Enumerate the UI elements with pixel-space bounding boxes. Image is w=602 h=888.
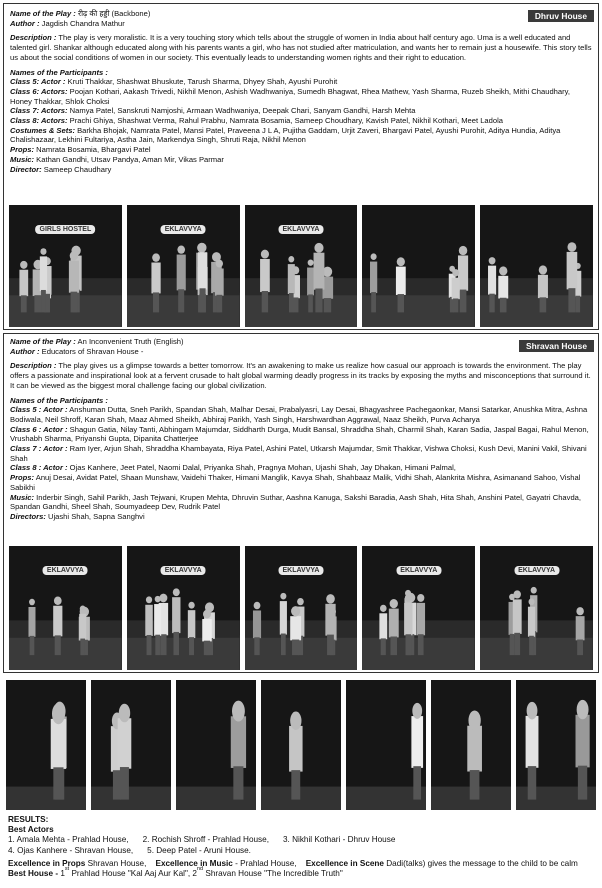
play-name: रीढ़ की हड्डी (Backbone) [77, 9, 151, 18]
participant-line [10, 106, 592, 116]
stage-photo [127, 546, 240, 670]
first-sup: st [64, 866, 70, 873]
participant-role: Class 7 : Actor : [10, 444, 68, 454]
second-num: 2 [192, 869, 197, 879]
participant-names: Namrata Bosamia, Bhargavi Patel [34, 145, 151, 155]
participant-names: Barkha Bhojak, Namrata Patel, Mansi Patel, Praveena J L A, Pujitha Gaddam, Urjit Zaveri, Bhargavi Patel, Ayushi Purohit, Aditya Hundia, Aditya Chalishazaar, Lekhini Fultariya, Astha Jain, Markendya Singh, Shruti Raja, Nikhil Menon [10, 125, 561, 145]
stage-photo [431, 680, 511, 810]
author-label: Author : [10, 346, 40, 356]
best-house-label: Best House - [8, 869, 59, 879]
participant-names: Poojan Kothari, Aakash Trivedi, Nikhil Menon, Ashish Wadhwaniya, Sumedh Bhagwat, Rhea Mathew, Yash Sharma, Ruzeb Sheikh, Mithi Chaudhary, Honey Thakkar, Shlok Choksi [10, 86, 570, 106]
participant-names: Anshuman Dutta, Sneh Parikh, Spandan Shah, Malhar Desai, Prabalyasri, Lay Desai, Bhagyashree Pachegaonkar, Mansi Satarkar, Anushka Mitra, Ashna Bodiwala, Neil Shroff, Karan Shah, Maaz Ahmed Sheikh, Abhiraj Parikh, Yash Singh, Harshwardhan Aggrawal, Naaz Sheikh, Purva Acharya [10, 405, 588, 424]
participants-list [10, 405, 592, 521]
backdrop-sign: EKLAVVYA [514, 566, 559, 575]
play-details [10, 9, 592, 174]
participant-role: Director: [10, 164, 42, 174]
author-name: Jagdish Chandra Mathur [41, 18, 125, 28]
stage-photo [91, 680, 171, 810]
participant-role: Class 5: Actor : [10, 77, 66, 87]
stage-photo [516, 680, 596, 810]
description-label: Description : [10, 33, 57, 43]
backdrop-sign: GIRLS HOSTEL [36, 225, 96, 234]
dhruv-house-section [3, 3, 599, 330]
props-value: Shravan House, [87, 858, 147, 868]
second-place [192, 866, 343, 879]
participant-line [10, 87, 592, 106]
participant-line [10, 77, 592, 87]
participant-names: Namya Patel, Sanskruti Namjoshi, Armaan Wadhwaniya, Deepak Chari, Sanyam Gandhi, Harsh Mehta [67, 106, 416, 116]
best-actors-heading: Best Actors [8, 825, 54, 835]
best-actors-row [8, 835, 596, 845]
first-num: 1 [60, 869, 65, 879]
participant-role: Class 6: Actors: [10, 86, 68, 96]
participant-role: Costumes & Sets: [10, 125, 75, 135]
participant-line [10, 126, 592, 145]
participant-names: Ujashi Shah, Sapna Sanghvi [45, 511, 145, 521]
participant-names: Ram Iyer, Arjun Shah, Shraddha Khambayata, Riya Patel, Ashini Patel, Utkarsh Majumdar, Smit Thakkar, Vishwa Choksi, Kush Devi, Manini Vakil, Shivani Shah [10, 444, 587, 463]
participant-role: Class 8 : Actor : [10, 463, 68, 473]
participant-names: Kathan Gandhi, Utsav Pandya, Aman Mir, Vikas Parmar [34, 154, 224, 164]
winners-section [3, 676, 599, 812]
props-label: Excellence in Props [8, 858, 86, 868]
stage-photo [127, 205, 240, 327]
participant-role: Class 8: Actors: [10, 116, 68, 126]
participant-role: Music: [10, 154, 35, 164]
backdrop-sign: EKLAVVYA [161, 566, 206, 575]
stage-photo [362, 546, 475, 670]
participant-role: Music: [10, 492, 35, 502]
winners-photo-strip [6, 680, 596, 810]
description-text: The play is very moralistic. It is a very touching story which tells about the struggle of women in India about half century ago. Uma is a well educated and talented girl. Shankar although educated along with his parents wants a girl, who has not studied after matriculation, and wants her to remain just a housewife. This story tells us about the social conditions of women in our society. This eventually leads to understanding women rights and their right to education. [10, 33, 592, 62]
play-name: An Inconvenient Truth (English) [77, 337, 184, 346]
music-value: - Prahlad House, [235, 858, 297, 868]
participant-names: Ojas Kanhere, Jeet Patel, Naomi Dalal, Priyanka Shah, Pragnya Mohan, Ujashi Shah, Jay Dhakan, Himani Palmal, [67, 463, 456, 473]
shravan-house-section [3, 333, 599, 673]
participant-line [10, 116, 592, 126]
author-label: Author : [10, 18, 40, 28]
stage-photo [346, 680, 426, 810]
house-badge: Shravan House [519, 340, 594, 352]
stage-photo [6, 680, 86, 810]
stage-photo [480, 205, 593, 327]
participant-names: Kruti Thakkar, Shashwat Bhuskute, Tarush Sharma, Dhyey Shah, Ayushi Purohit [65, 77, 338, 87]
participant-role: Class 5 : Actor : [10, 405, 68, 415]
participant-line [10, 405, 592, 424]
backdrop-sign: EKLAVVYA [279, 225, 324, 234]
best-actor-entry: 1. Amala Mehta - Prahlad House, [8, 835, 129, 845]
participant-line [10, 145, 592, 155]
stage-photo [480, 546, 593, 670]
participant-line [10, 165, 592, 175]
participant-names: Prachi Ghiya, Shashwat Verma, Rahul Prabhu, Namrata Bosamia, Sameep Choudhary, Kavish Patel, Nikhil Kothari, Meet Ladola [67, 116, 504, 126]
description-text: The play gives us a glimpse towards a better tomorrow. It's an awakening to make us realize how casual our approach is towards the environment. The play offers a passionate and inspirational look at a fervent crusade to halt global warming deadly progress in its tracks by exposing the myths and misconceptions that surround it. It can be viewed as the biggest moral challenge facing our global civilization. [10, 361, 591, 390]
best-actor-entry: 5. Deep Patel - Aruni House. [147, 845, 251, 855]
shravan-photo-strip [9, 546, 593, 670]
participant-line [10, 463, 592, 473]
play-label: Name of the Play : [10, 9, 76, 18]
stage-photo [9, 546, 122, 670]
first-place [60, 866, 191, 879]
participant-role: Props: [10, 473, 35, 483]
participant-line [10, 512, 592, 522]
results-block [8, 815, 596, 879]
play-label: Name of the Play : [10, 337, 76, 346]
backdrop-sign: EKLAVVYA [161, 225, 206, 234]
participants-list [10, 77, 592, 174]
participant-line [10, 444, 592, 463]
scene-label: Excellence in Scene [305, 858, 384, 868]
backdrop-sign: EKLAVVYA [396, 566, 441, 575]
stage-photo [362, 205, 475, 327]
participant-role: Class 6 : Actor : [10, 424, 68, 434]
participant-names: Inderbir Singh, Sahil Parikh, Jash Tejwani, Krupen Mehta, Dhruvin Suthar, Aashna Kanuga, Sakshi Baradia, Aash Shah, Hita Shah, Anshini Patel, Gayatri Chavda, Spandan Gandhi, Sheel Shah, Soumyadeep Dev, Rudrik Patel [10, 492, 581, 512]
scene-value: Dadi(talks) gives the message to the child to be calm [386, 858, 578, 868]
second-text: Shravan House "The Incredible Truth" [205, 869, 343, 879]
participant-line [10, 155, 592, 165]
description-label: Description : [10, 361, 57, 371]
play-details [10, 337, 592, 522]
stage-photo [245, 205, 358, 327]
participant-names: Sameep Chaudhary [41, 164, 112, 174]
participant-names: Anuj Desai, Avidat Patel, Shaan Munshaw, Vaidehi Thaker, Himani Manglik, Kavya Shah, Shahbaaz Malik, Vidhi Shah, Alankrita Mishra, Asimanand Sahoo, Vishal Sabikhi [10, 473, 581, 492]
backdrop-sign: EKLAVVYA [43, 566, 88, 575]
first-text: Prahlad House "Kal Aaj Aur Kal", [71, 869, 191, 879]
stage-photo [245, 546, 358, 670]
stage-photo [261, 680, 341, 810]
participants-heading: Names of the Participants : [10, 395, 108, 405]
results-heading: RESULTS: [8, 815, 49, 824]
best-actors-row [8, 846, 596, 856]
participant-role: Props: [10, 145, 35, 155]
best-actor-entry: 3. Nikhil Kothari - Dhruv House [282, 835, 396, 845]
participant-role: Class 7: Actors: [10, 106, 68, 116]
best-actor-entry: 4. Ojas Kanhere - Shravan House, [8, 845, 134, 855]
participants-heading: Names of the Participants : [10, 67, 108, 77]
best-actor-entry: 2. Rochish Shroff - Prahlad House, [142, 835, 269, 845]
author-name: Educators of Shravan House - [41, 346, 144, 356]
music-label: Excellence in Music [155, 858, 233, 868]
second-sup: nd [196, 866, 204, 873]
stage-photo [9, 205, 122, 327]
stage-photo [176, 680, 256, 810]
participant-role: Directors: [10, 511, 46, 521]
participant-line [10, 425, 592, 444]
backdrop-sign: EKLAVVYA [279, 566, 324, 575]
participant-line [10, 493, 592, 512]
participant-line [10, 473, 592, 492]
dhruv-photo-strip [9, 205, 593, 327]
house-badge: Dhruv House [528, 10, 594, 22]
participant-names: Shagun Gatia, Nilay Tanti, Abhingam Majumdar, Siddharth Durga, Mudit Bansal, Shraddha Shah, Charmil Shah, Karan Sadia, Jaspal Bagai, Rahul Menon, Vrushabh Sharma, Priyanshi Gupta, Dipanita Chatterjee [10, 424, 589, 444]
